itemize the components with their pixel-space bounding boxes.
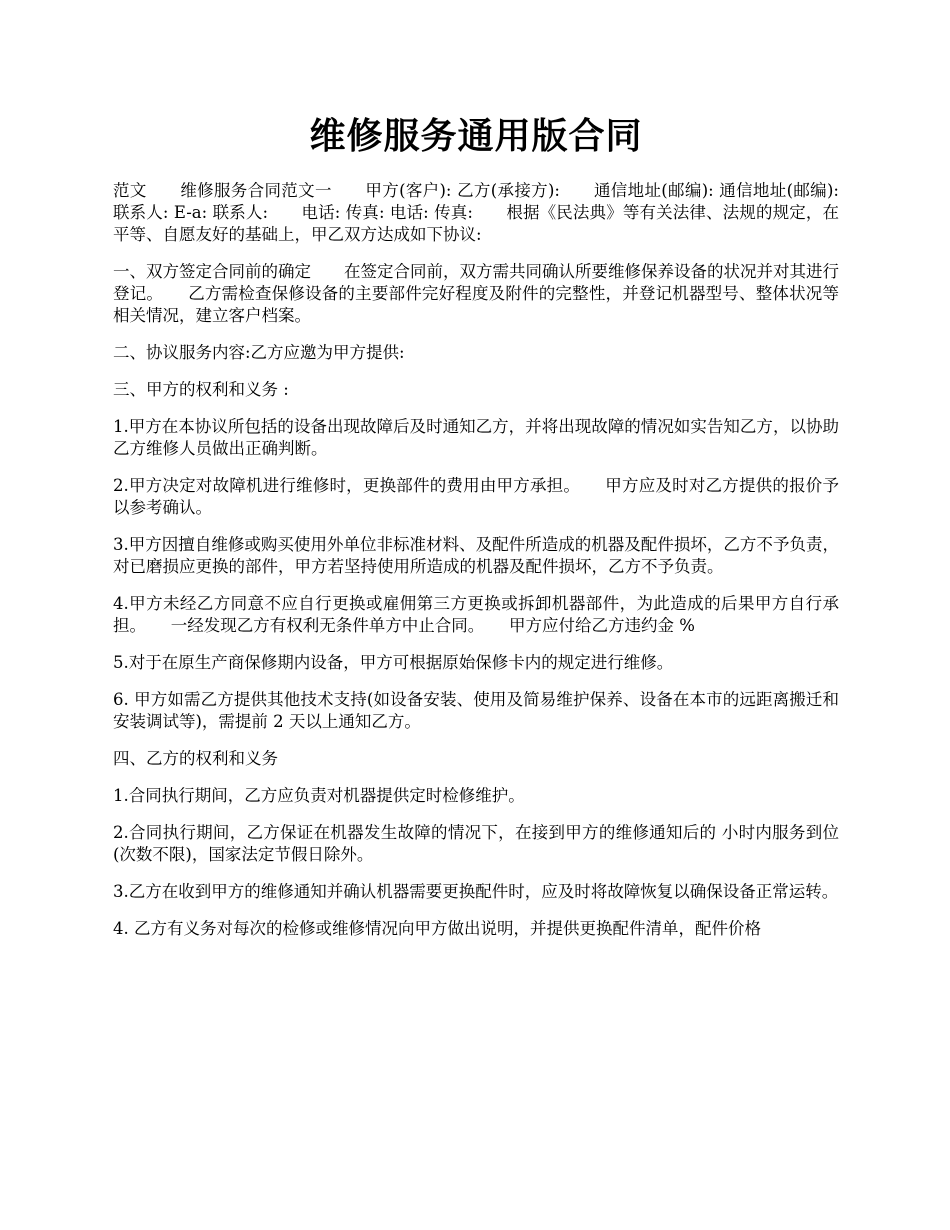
- preamble-paragraph: 范文 维修服务合同范文一 甲方(客户): 乙方(承接方): 通信地址(邮编): 通信地址(邮编): 联系人: E-a: 联系人: 电话: 传真: 电话: 传真: 根据《民法典》等有关法律、法规的规定，在平等、自愿友好的基础上，甲乙双方达成如下协议:: [113, 181, 872, 244]
- section-4-heading: 四、乙方的权利和义务: [113, 749, 278, 768]
- party-a-clause-1: 1.甲方在本协议所包括的设备出现故障后及时通知乙方，并将出现故障的情况如实告知乙方，以协助乙方维修人员做出正确判断。: [113, 417, 839, 458]
- document-title: 维修服务通用版合同: [309, 115, 643, 157]
- document-page: [113, 0, 872, 940]
- party-b-clause-4: 4. 乙方有义务对每次的检修或维修情况向甲方做出说明，并提供更换配件清单，配件价格: [113, 919, 761, 938]
- party-a-clause-3: 3.甲方因擅自维修或购买使用外单位非标准材料、及配件所造成的机器及配件损坏，乙方不予负责，对已磨损应更换的部件，甲方若坚持使用所造成的机器及配件损坏，乙方不予负责。: [113, 535, 839, 576]
- party-b-clause-1: 1.合同执行期间，乙方应负责对机器提供定时检修维护。: [113, 786, 525, 805]
- section-1-paragraph: 一、双方签定合同前的确定 在签定合同前，双方需共同确认所要维修保养设备的状况并对其进行登记。 乙方需检查保修设备的主要部件完好程度及附件的完整性，并登记机器型号、整体状况等相关情况，建立客户档案。: [113, 262, 839, 325]
- party-b-clause-3: 3.乙方在收到甲方的维修通知并确认机器需要更换配件时，应及时将故障恢复以确保设备正常运转。: [113, 882, 839, 901]
- section-3-heading: 三、甲方的权利和义务 :: [113, 380, 289, 399]
- party-a-clause-2: 2.甲方决定对故障机进行维修时，更换部件的费用由甲方承担。 甲方应及时对乙方提供的报价予以参考确认。: [113, 476, 839, 517]
- party-a-clause-4: 4.甲方未经乙方同意不应自行更换或雇佣第三方更换或拆卸机器部件，为此造成的后果甲方自行承担。 一经发现乙方有权利无条件单方中止合同。 甲方应付给乙方违约金 %: [113, 594, 839, 635]
- party-a-clause-6: 6. 甲方如需乙方提供其他技术支持(如设备安装、使用及简易维护保养、设备在本市的远距离搬迁和安装调试等)，需提前 2 天以上通知乙方。: [113, 690, 839, 731]
- party-b-clause-2: 2.合同执行期间，乙方保证在机器发生故障的情况下，在接到甲方的维修通知后的 小时内服务到位(次数不限)，国家法定节假日除外。: [113, 823, 839, 864]
- party-a-clause-5: 5.对于在原生产商保修期内设备，甲方可根据原始保修卡内的规定进行维修。: [113, 653, 674, 672]
- section-2-heading: 二、协议服务内容:乙方应邀为甲方提供:: [113, 343, 405, 362]
